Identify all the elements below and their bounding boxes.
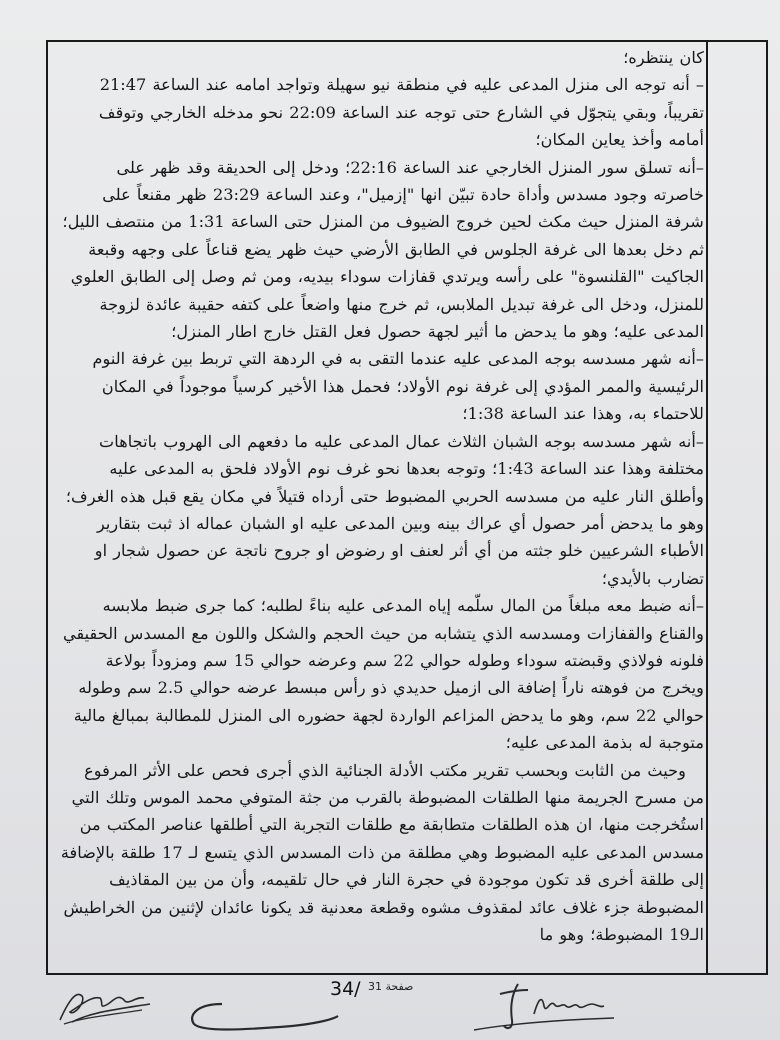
paragraph: –أنه تسلق سور المنزل الخارجي عند الساعة 22:16؛ ودخل إلى الحديقة وقد ظهر على خاصرته وجود مسدس وأداة حادة تبيّن انها "إزميل"، وعند الساعة 23:29 ظهر مقنعاً على شرفة المنزل حيث مكث لحين خروج الضيوف من المنزل حتى الساعة 1:31 من منتصف الليل؛ ثم دخل بعدها الى غرفة الجلوس في الطابق الأرضي حيث ظهر يضع قناعاً على وجهه وقبعة الجاكيت "القلنسوة" على رأسه ويرتدي قفازات سوداء بيديه، ومن ثم وصل إلى الطابق العلوي للمنزل، ودخل الى غرفة تبديل الملابس، ثم خرج منها واضعاً على كتفه حقيبة عائدة لزوجة المدعى عليه؛ وهو ما يدحض ما أثير لجهة حصول فعل القتل خارج اطار المنزل؛ <box>62 157 704 342</box>
body-text <box>60 44 704 972</box>
signature-right <box>468 980 618 1035</box>
paragraph: –أنه ضبط معه مبلغاً من المال سلّمه إياه المدعى عليه بناءً لطلبه؛ كما جرى ضبط ملابسه والقناع والقفازات ومسدسه الذي يتشابه من حيث الحجم والشكل واللون مع المسدس الحقيقي فلونه فولاذي وقبضته سوداء وطوله حوالي 22 سم وعرضه حوالي 15 سم ومزوداً بولاعة ويخرج من فوهته ناراً إضافة الى ازميل حديدي ذو رأس مبسط عرضه حوالي 2.5 سم وطوله حوالي 22 سم، وهو ما يدحض المزاعم الواردة لجهة حضوره الى المنزل للمطالبة بمبالغ مالية متوجبة له بذمة المدعى عليه؛ <box>62 596 704 753</box>
paragraph: كان ينتظره؛ <box>623 48 704 67</box>
page-number-handwritten: 34/ <box>330 978 361 1000</box>
signature-middle <box>182 990 342 1035</box>
paragraph: –أنه شهر مسدسه بوجه الشبان الثلاث عمال المدعى عليه ما دفعهم الى الهروب باتجاهات مختلفة وهذا عند الساعة 1:43؛ وتوجه بعدها نحو غرف نوم الأولاد فلحق به المدعى عليه وأطلق النار عليه من مسدسه الحربي المضبوط حتى أرداه قتيلاً في مكان يقع قبل هذه الغرف؛ وهو ما يدحض أمر حصول أي عراك بينه وبين المدعى عليه او الشبان عماله اذ ثبت بتقارير الأطباء الشرعيين خلو جثته من أي أثر لعنف او رضوض او جروح ناتجة عن حصول شجار او تضارب بالأيدي؛ <box>65 431 704 588</box>
paragraph: –أنه شهر مسدسه بوجه المدعى عليه عندما التقى به في الردهة التي تربط بين غرفة النوم الرئيسية والممر المؤدي إلى غرفة نوم الأولاد؛ فحمل هذا الأخير كرسياً موجوداً في المكان للاحتماء به، وهذا عند الساعة 1:38؛ <box>92 349 704 424</box>
paragraph: وحيث من الثابت وبحسب تقرير مكتب الأدلة الجنائية الذي أجرى فحص على الأثر المرفوع من مسرح الجريمة منها الطلقات المضبوطة بالقرب من جثة المتوفي محمد الموس وتلك التي استُخرجت منها، ان هذه الطلقات متطابقة مع طلقات التجربة التي أطلقها عناصر المكتب من مسدس المدعى عليه المضبوط وهي مطلقة من ذات المسدس الذي يتسع لـ 17 طلقة بالإضافة إلى طلقة أخرى قد تكون موجودة في حجرة النار في حال تلقيمه، وأن من بين المقاذيف المضبوطة جزء غلاف عائد لمقذوف مشوه وقطعة معدنية قد يكونا عائدان لإثنين من الخراطيش الـ19 المضبوطة؛ وهو ما <box>60 760 704 944</box>
signature-left <box>52 982 157 1027</box>
paragraph: – أنه توجه الى منزل المدعى عليه في منطقة نيو سهيلة وتواجد امامه عند الساعة 21:47 تقريباً، وبقي يتجوّل في الشارع حتى توجه عند الساعة 22:09 نحو مدخله الخارجي وتوقف أمامه وأخذ يعاين المكان؛ <box>98 75 704 150</box>
page-footer <box>330 978 450 1008</box>
margin-rule <box>706 40 708 975</box>
page-label: صفحة 31 <box>368 980 414 993</box>
